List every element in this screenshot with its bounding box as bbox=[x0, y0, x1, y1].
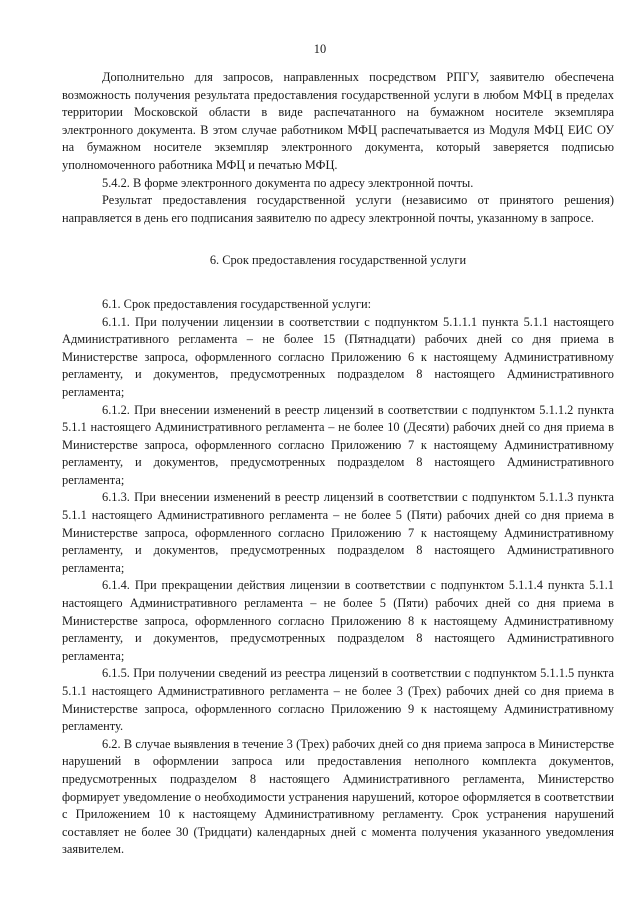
paragraph-6-1-5: 6.1.5. При получении сведений из реестра лицензий в соответствии с подпунктом 5.1.1.5 пункта 5.1.1 настоящего Административного регламента – не более 3 (Трех) рабочих дней со дня приема в Министерстве запроса, оформленного согласно Приложению 9 к настоящему Административному регламенту. bbox=[62, 666, 614, 734]
paragraph-6-1-4: 6.1.4. При прекращении действия лицензии в соответствии с подпунктом 5.1.1.4 пункта 5.1.1 настоящего Административного регламента – не более 5 (Пяти) рабочих дней со дня приема в Министерстве запроса, оформленного согласно Приложению 8 к настоящему Административному регламенту, и документов, предусмотренных подразделом 8 настоящего Административного регламента; bbox=[62, 578, 614, 663]
paragraph-6-1-3: 6.1.3. При внесении изменений в реестр лицензий в соответствии с подпунктом 5.1.1.3 пункта 5.1.1 настоящего Административного регламента – не более 5 (Пяти) рабочих дней со дня приема в Министерстве запроса, оформленного согласно Приложению 7 к настоящему Административному регламенту, и документов, предусмотренных подразделом 8 настоящего Административного регламента; bbox=[62, 490, 614, 575]
paragraph-email-result: Результат предоставления государственной услуги (независимо от принятого решения) направляется в день его подписания заявителю по адресу электронной почты, указанному в запросе. bbox=[62, 193, 614, 225]
section-heading: 6. Срок предоставления государственной услуги bbox=[209, 253, 467, 268]
paragraph-6-2: 6.2. В случае выявления в течение 3 (Трех) рабочих дней со дня приема запроса в Министерстве нарушений в оформлении запроса или предоставления неполного комплекта документов, предусмотренных подразделом 8 настоящего Административного регламента, Министерство формирует уведомление о необходимости устранения нарушений, которое оформляется в соответствии с Приложением 10 к настоящему Административному регламенту. Срок устранения нарушений составляет не более 30 (Тридцати) календарных дней с момента получения указанного уведомления заявителем. bbox=[62, 736, 614, 857]
document-body bbox=[62, 69, 614, 859]
paragraph-6-1-2: 6.1.2. При внесении изменений в реестр лицензий в соответствии с подпунктом 5.1.1.2 пункта 5.1.1 настоящего Административного регламента – не более 10 (Десяти) рабочих дней со дня приема в Министерстве запроса, оформленного согласно Приложению 7 к настоящему Административному регламенту, и документов, предусмотренных подразделом 8 настоящего Административного регламента; bbox=[62, 402, 614, 487]
paragraph-6-1-1: 6.1.1. При получении лицензии в соответствии с подпунктом 5.1.1.1 пункта 5.1.1 настоящего Административного регламента – не более 15 (Пятнадцати) рабочих дней со дня приема в Министерстве запроса, оформленного согласно Приложению 6 к настоящему Административному регламенту, и документов, предусмотренных подразделом 8 настоящего Административного регламента; bbox=[62, 314, 614, 399]
paragraph-5-4-2: 5.4.2. В форме электронного документа по адресу электронной почты. bbox=[102, 175, 474, 190]
page-number: 10 bbox=[313, 42, 327, 56]
paragraph-6-1: 6.1. Срок предоставления государственной услуги: bbox=[102, 296, 372, 311]
paragraph-rpgu-result: Дополнительно для запросов, направленных посредством РПГУ, заявителю обеспечена возможность получения результата предоставления государственной услуги в любом МФЦ в пределах территории Московской области в виде распечатанного на бумажном носителе экземпляра электронного документа. В этом случае работником МФЦ распечатывается из Модуля МФЦ ЕИС ОУ на бумажном носителе экземпляр электронного документа, который заверяется подписью уполномоченного работника МФЦ и печатью МФЦ. bbox=[62, 70, 614, 172]
